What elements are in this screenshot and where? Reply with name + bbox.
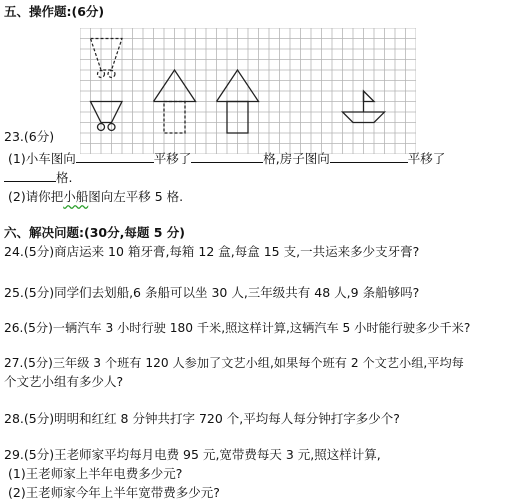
dashed-cart-shape — [91, 39, 123, 78]
q23-p1-b: 平移了 — [153, 151, 192, 166]
question-27: 27.(5分)三年级 3 个班有 120 人参加了文艺小组,如果每个班有 2 个文艺小组,平均每 — [4, 356, 464, 370]
question-29: 29.(5分)王老师家平均每月电费 95 元,宽带费每天 3 元,照这样计算, — [4, 447, 381, 462]
answer-blank-3[interactable] — [330, 151, 408, 163]
section6-title: 六、解决问题:(30分,每题 5 分) — [4, 225, 185, 240]
question-28: 28.(5分)明明和红红 8 分钟共打字 720 个,平均每人每分钟打字多少个? — [4, 411, 400, 426]
answer-blank-4[interactable] — [4, 170, 56, 182]
q23-head: 23.(6分) — [4, 129, 55, 144]
grid-lines — [80, 28, 416, 154]
question-24: 24.(5分)商店运来 10 箱牙膏,每箱 12 盒,每盒 15 支,一共运来多少支牙膏? — [4, 244, 420, 259]
cart-shape — [91, 102, 123, 131]
q23-p2-a: (2)请你把 — [8, 189, 64, 204]
section5-title: 五、操作题:(6分) — [4, 4, 105, 19]
answer-blank-1[interactable] — [76, 151, 154, 163]
q23-p1-d: 平移了 — [407, 151, 446, 166]
grid-figure — [80, 28, 416, 154]
q23-part2 — [8, 189, 183, 205]
question-29-part2: (2)王老师家今年上半年宽带费多少元? — [8, 485, 220, 500]
q23-p1-e: 格. — [56, 170, 73, 185]
question-27-cont: 个文艺小组有多少人? — [4, 374, 124, 389]
question-25: 25.(5分)同学们去划船,6 条船可以坐 30 人,三年级共有 48 人,9 条船够吗? — [4, 285, 420, 300]
q23-p1-a: (1)小车图向 — [8, 151, 76, 166]
question-26: 26.(5分)一辆汽车 3 小时行驶 180 千米,照这样计算,这辆汽车 5 小时能行驶多少千米? — [4, 321, 471, 335]
q23-part1-cont — [4, 170, 72, 186]
q23-p2-boat: 小船 — [63, 189, 89, 204]
question-29-part1: (1)王老师家上半年电费多少元? — [8, 466, 183, 481]
q23-p2-c: 图向左平移 5 格. — [88, 189, 184, 204]
answer-blank-2[interactable] — [191, 151, 263, 163]
q23-part1 — [8, 151, 445, 167]
q23-p1-c: 格,房子图向 — [263, 151, 330, 166]
